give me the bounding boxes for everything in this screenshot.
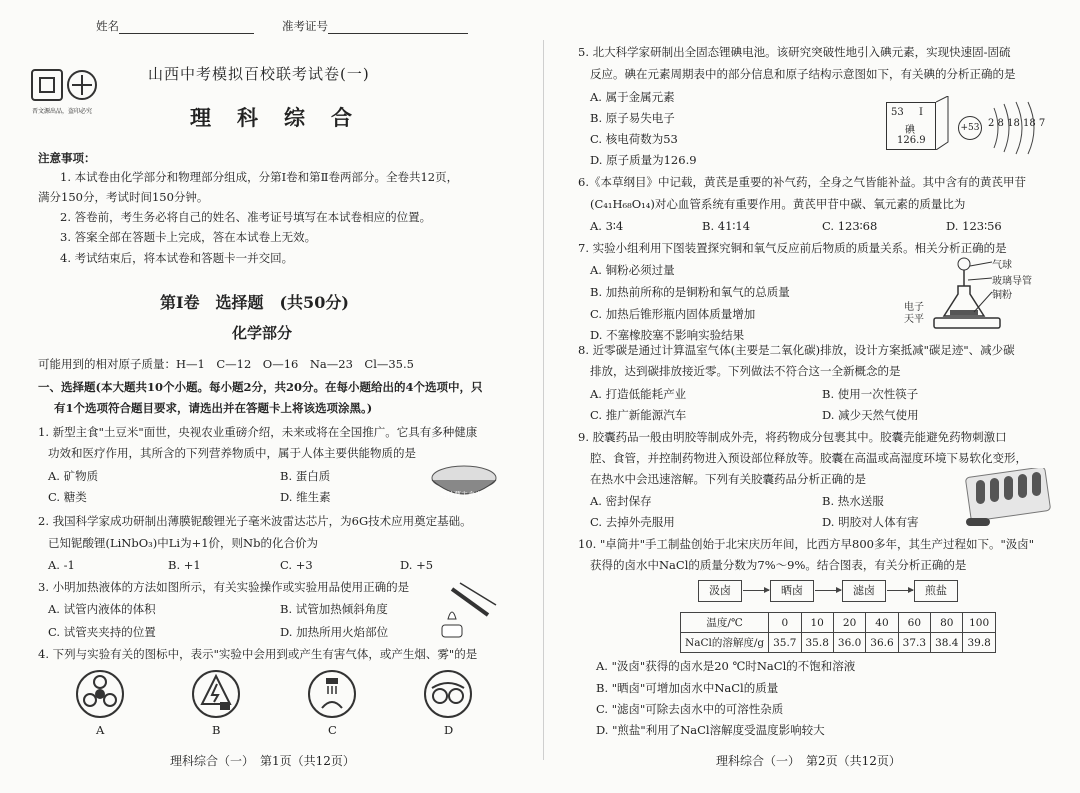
q5-option-d[interactable]: D. 原子质量为126.9 xyxy=(590,153,697,167)
q9-option-b[interactable]: B. 热水送服 xyxy=(822,494,884,508)
q1-stem: 1. 新型主食"土豆米"面世，央视农业重磅介绍，未来或将在全国推广。它具有多种健康 xyxy=(38,425,478,439)
q6-option-c[interactable]: C. 123∶68 xyxy=(822,219,878,233)
table-cell: 40 xyxy=(866,613,898,633)
atom-nucleus: +53 xyxy=(958,116,982,140)
q4-label-c: C xyxy=(328,723,337,737)
table-cell: 36.0 xyxy=(833,633,865,653)
note-item: 2. 答卷前，考生务必将自己的姓名、准考证号填写在本试卷相应的位置。 xyxy=(60,210,432,224)
q10-option-c[interactable]: C. "滤卤"可除去卤水中的可溶性杂质 xyxy=(596,702,784,716)
exam-title: 山西中考模拟百校联考试卷(一) xyxy=(148,65,370,83)
ticket-label: 准考证号 xyxy=(282,19,328,33)
q10-option-a[interactable]: A. "汲卤"获得的卤水是20 ℃时NaCl的不饱和溶液 xyxy=(596,659,856,673)
q9-option-d[interactable]: D. 明胶对人体有害 xyxy=(822,515,919,529)
label-glass-tube: 玻璃导管 xyxy=(992,276,1032,287)
q2-option-a[interactable]: A. -1 xyxy=(48,558,75,572)
q1-option-b[interactable]: B. 蛋白质 xyxy=(280,469,331,483)
q9-stem: 9. 胶囊药品一般由明胶等制成外壳，将药物成分包裹其中。胶囊壳能避免药物刺激口 xyxy=(578,430,1007,444)
q7-option-d[interactable]: D. 不塞橡胶塞不影响实验结果 xyxy=(590,328,745,342)
q7-option-a[interactable]: A. 铜粉必须过量 xyxy=(590,263,675,277)
label-electronic-scale: 电子天平 xyxy=(904,302,924,325)
q7-option-b[interactable]: B. 加热前所称的是铜粉和氧气的总质量 xyxy=(590,285,790,299)
q6-option-d[interactable]: D. 123∶56 xyxy=(946,219,1002,233)
table-header-cell: 温度/℃ xyxy=(681,613,769,633)
note-item: 满分150分，考试时间150分钟。 xyxy=(38,190,209,204)
atomic-mass: 126.9 xyxy=(897,135,926,146)
q2-stem: 已知铌酸锂(LiNbO₃)中Li为+1价，则Nb的化合价为 xyxy=(48,536,318,550)
label-balloon: 气球 xyxy=(992,260,1012,271)
q2-option-d[interactable]: D. +5 xyxy=(400,558,434,572)
q8-option-d[interactable]: D. 减少天然气使用 xyxy=(822,408,919,422)
instructions-line: 有1个选项符合题目要求，请选出并在答题卡上将该选项涂黑。) xyxy=(54,401,373,415)
element-name: 碘 xyxy=(905,125,915,136)
flow-step: 汲卤 xyxy=(698,580,742,602)
flow-arrow-icon xyxy=(815,590,841,591)
table-cell: 39.8 xyxy=(963,633,995,653)
q10-option-d[interactable]: D. "煎盐"利用了NaCl溶解度受温度影响较大 xyxy=(596,723,825,737)
wash-hands-icon[interactable] xyxy=(306,668,358,720)
shell-arcs-icon xyxy=(986,100,1046,156)
table-cell: 35.8 xyxy=(801,633,833,653)
capsule-blister-image xyxy=(960,468,1052,530)
q5-option-b[interactable]: B. 原子易失电子 xyxy=(590,111,675,125)
table-cell: 10 xyxy=(801,613,833,633)
q5-stem: 反应。碘在元素周期表中的部分信息和原子结构示意图如下，有关碘的分析正确的是 xyxy=(590,67,1016,81)
q9-stem: 腔、食管，并控制药物进入预设部位释放等。胶囊在高温或高湿度环境下易软化变形， xyxy=(590,451,1027,465)
note-item: 1. 本试卷由化学部分和物理部分组成，分第Ⅰ卷和第Ⅱ卷两部分。全卷共12页， xyxy=(60,170,459,184)
flow-arrow-icon xyxy=(887,590,913,591)
atomic-masses: 可能用到的相对原子质量：H—1 C—12 O—16 Na—23 Cl—35.5 xyxy=(38,357,414,371)
q1-option-d[interactable]: D. 维生素 xyxy=(280,490,331,504)
q1-option-c[interactable]: C. 糖类 xyxy=(48,490,87,504)
q4-label-b: B xyxy=(212,723,221,737)
q3-stem: 3. 小明加热液体的方法如图所示，有关实验操作或实验用品使用正确的是 xyxy=(38,580,410,594)
cell-3d-edge xyxy=(936,96,950,150)
table-cell: 60 xyxy=(898,613,930,633)
radiation-hazard-icon[interactable] xyxy=(74,668,126,720)
page-footer: 理科综合（一） 第1页（共12页） xyxy=(170,754,355,768)
right-page xyxy=(548,0,1080,793)
q8-option-c[interactable]: C. 推广新能源汽车 xyxy=(590,408,687,422)
name-field[interactable] xyxy=(96,18,254,34)
flow-step: 煎盐 xyxy=(914,580,958,602)
publisher-logo xyxy=(30,68,110,116)
image-caption: 马铃薯主食米 xyxy=(440,491,482,499)
flow-arrow-icon xyxy=(743,590,769,591)
q6-option-b[interactable]: B. 41∶14 xyxy=(702,219,751,233)
q8-option-a[interactable]: A. 打造低能耗产业 xyxy=(590,387,687,401)
q2-option-b[interactable]: B. +1 xyxy=(168,558,201,572)
table-cell: 20 xyxy=(833,613,865,633)
page-divider xyxy=(543,40,544,760)
q8-stem: 8. 近零碳是通过计算温室气体(主要是二氧化碳)排放，设计方案抵减"碳足迹"、减少碳 xyxy=(578,343,1015,357)
table-row xyxy=(681,633,996,653)
table-cell: 35.7 xyxy=(769,633,801,653)
q6-stem: (C₄₁H₆₈O₁₄)对心血管系统有重要作用。黄芪甲苷中碳、氧元素的质量比为 xyxy=(590,197,966,211)
q4-label-d: D xyxy=(444,723,454,737)
q3-option-a[interactable]: A. 试管内液体的体积 xyxy=(48,602,156,616)
table-cell: 0 xyxy=(769,613,801,633)
table-header-cell: NaCl的溶解度/g xyxy=(681,633,769,653)
section-title: 第Ⅰ卷 选择题 (共50分) xyxy=(160,293,349,312)
q3-option-c[interactable]: C. 试管夹夹持的位置 xyxy=(48,625,156,639)
q2-option-c[interactable]: C. +3 xyxy=(280,558,313,572)
q7-option-c[interactable]: C. 加热后锥形瓶内固体质量增加 xyxy=(590,307,756,321)
table-cell: 100 xyxy=(963,613,995,633)
q9-option-c[interactable]: C. 去掉外壳服用 xyxy=(590,515,675,529)
q6-option-a[interactable]: A. 3∶4 xyxy=(590,219,624,233)
q1-stem: 功效和医疗作用，其所含的下列营养物质中，属于人体主要供能物质的是 xyxy=(48,446,416,460)
q5-option-a[interactable]: A. 属于金属元素 xyxy=(590,90,675,104)
note-item: 4. 考试结束后，将本试卷和答题卡一并交回。 xyxy=(60,251,294,265)
q7-stem: 7. 实验小组利用下图装置探究铜和氧气反应前后物质的质量关系。相关分析正确的是 xyxy=(578,241,1007,255)
q3-option-b[interactable]: B. 试管加热倾斜角度 xyxy=(280,602,388,616)
heating-test-tube-icon xyxy=(430,575,500,645)
q3-option-d[interactable]: D. 加热所用火焰部位 xyxy=(280,625,389,639)
notes-heading: 注意事项： xyxy=(38,151,96,165)
page-footer: 理科综合（一） 第2页（共12页） xyxy=(716,754,901,768)
q5-stem: 5. 北大科学家研制出全固态锂碘电池。该研究突破性地引入碘元素，实现快速固-固硫 xyxy=(578,45,1011,59)
q4-stem: 4. 下列与实验有关的图标中，表示"实验中会用到或产生有害气体，或产生烟、雾"的是 xyxy=(38,647,478,661)
part-title: 化学部分 xyxy=(232,324,293,342)
note-item: 3. 答案全部在答题卡上完成，答在本试卷上无效。 xyxy=(60,230,317,244)
q8-stem: 排放，达到碳排放接近零。下列做法不符合这一全新概念的是 xyxy=(590,364,901,378)
nacl-solubility-table xyxy=(680,612,996,653)
q9-option-a[interactable]: A. 密封保存 xyxy=(590,494,652,508)
ticket-field[interactable] xyxy=(282,18,468,34)
instructions-line: 一、选择题(本大题共10个小题。每小题2分，共20分。在每小题给出的4个选项中，只 xyxy=(38,380,483,394)
logo-icon xyxy=(30,68,110,108)
electric-hazard-icon[interactable] xyxy=(190,668,242,720)
element-symbol: I xyxy=(919,107,923,118)
table-cell: 37.3 xyxy=(898,633,930,653)
goggles-icon[interactable] xyxy=(422,668,474,720)
q8-option-b[interactable]: B. 使用一次性筷子 xyxy=(822,387,919,401)
logo-caption: 晋文源出品，盗印必究 xyxy=(32,108,93,115)
q2-stem: 2. 我国科学家成功研制出薄膜铌酸锂光子毫米波雷达芯片，为6G技术应用奠定基础。 xyxy=(38,514,472,528)
flow-step: 滤卤 xyxy=(842,580,886,602)
q10-stem: 获得的卤水中NaCl的质量分数为7%～9%。结合图表，有关分析正确的是 xyxy=(590,558,967,572)
subject-title: 理科综合 xyxy=(190,105,378,130)
q9-stem: 在热水中会迅速溶解。下列有关胶囊药品分析正确的是 xyxy=(590,472,866,486)
atomic-number: 53 xyxy=(891,107,904,118)
q1-option-a[interactable]: A. 矿物质 xyxy=(48,469,99,483)
table-cell: 80 xyxy=(931,613,963,633)
q4-label-a: A xyxy=(96,723,105,737)
table-cell: 36.6 xyxy=(866,633,898,653)
flow-step: 晒卤 xyxy=(770,580,814,602)
table-row xyxy=(681,613,996,633)
q10-option-b[interactable]: B. "晒卤"可增加卤水中NaCl的质量 xyxy=(596,681,779,695)
potato-rice-image xyxy=(428,462,500,504)
name-label: 姓名 xyxy=(96,19,119,33)
q5-option-c[interactable]: C. 核电荷数为53 xyxy=(590,132,678,146)
table-cell: 38.4 xyxy=(931,633,963,653)
electron-shells: 2 8 18 18 7 xyxy=(988,118,1046,129)
q10-stem: 10. "卓筒井"手工制盐创始于北宋庆历年间，比西方早800多年，其生产过程如下。"汲卤" xyxy=(578,537,1035,551)
label-copper-powder: 铜粉 xyxy=(992,290,1012,301)
q6-stem: 6.《本草纲目》中记载，黄芪是重要的补气药，全身之气皆能补益。其中含有的黄芪甲苷 xyxy=(578,175,1026,189)
iodine-element-cell xyxy=(886,102,936,150)
